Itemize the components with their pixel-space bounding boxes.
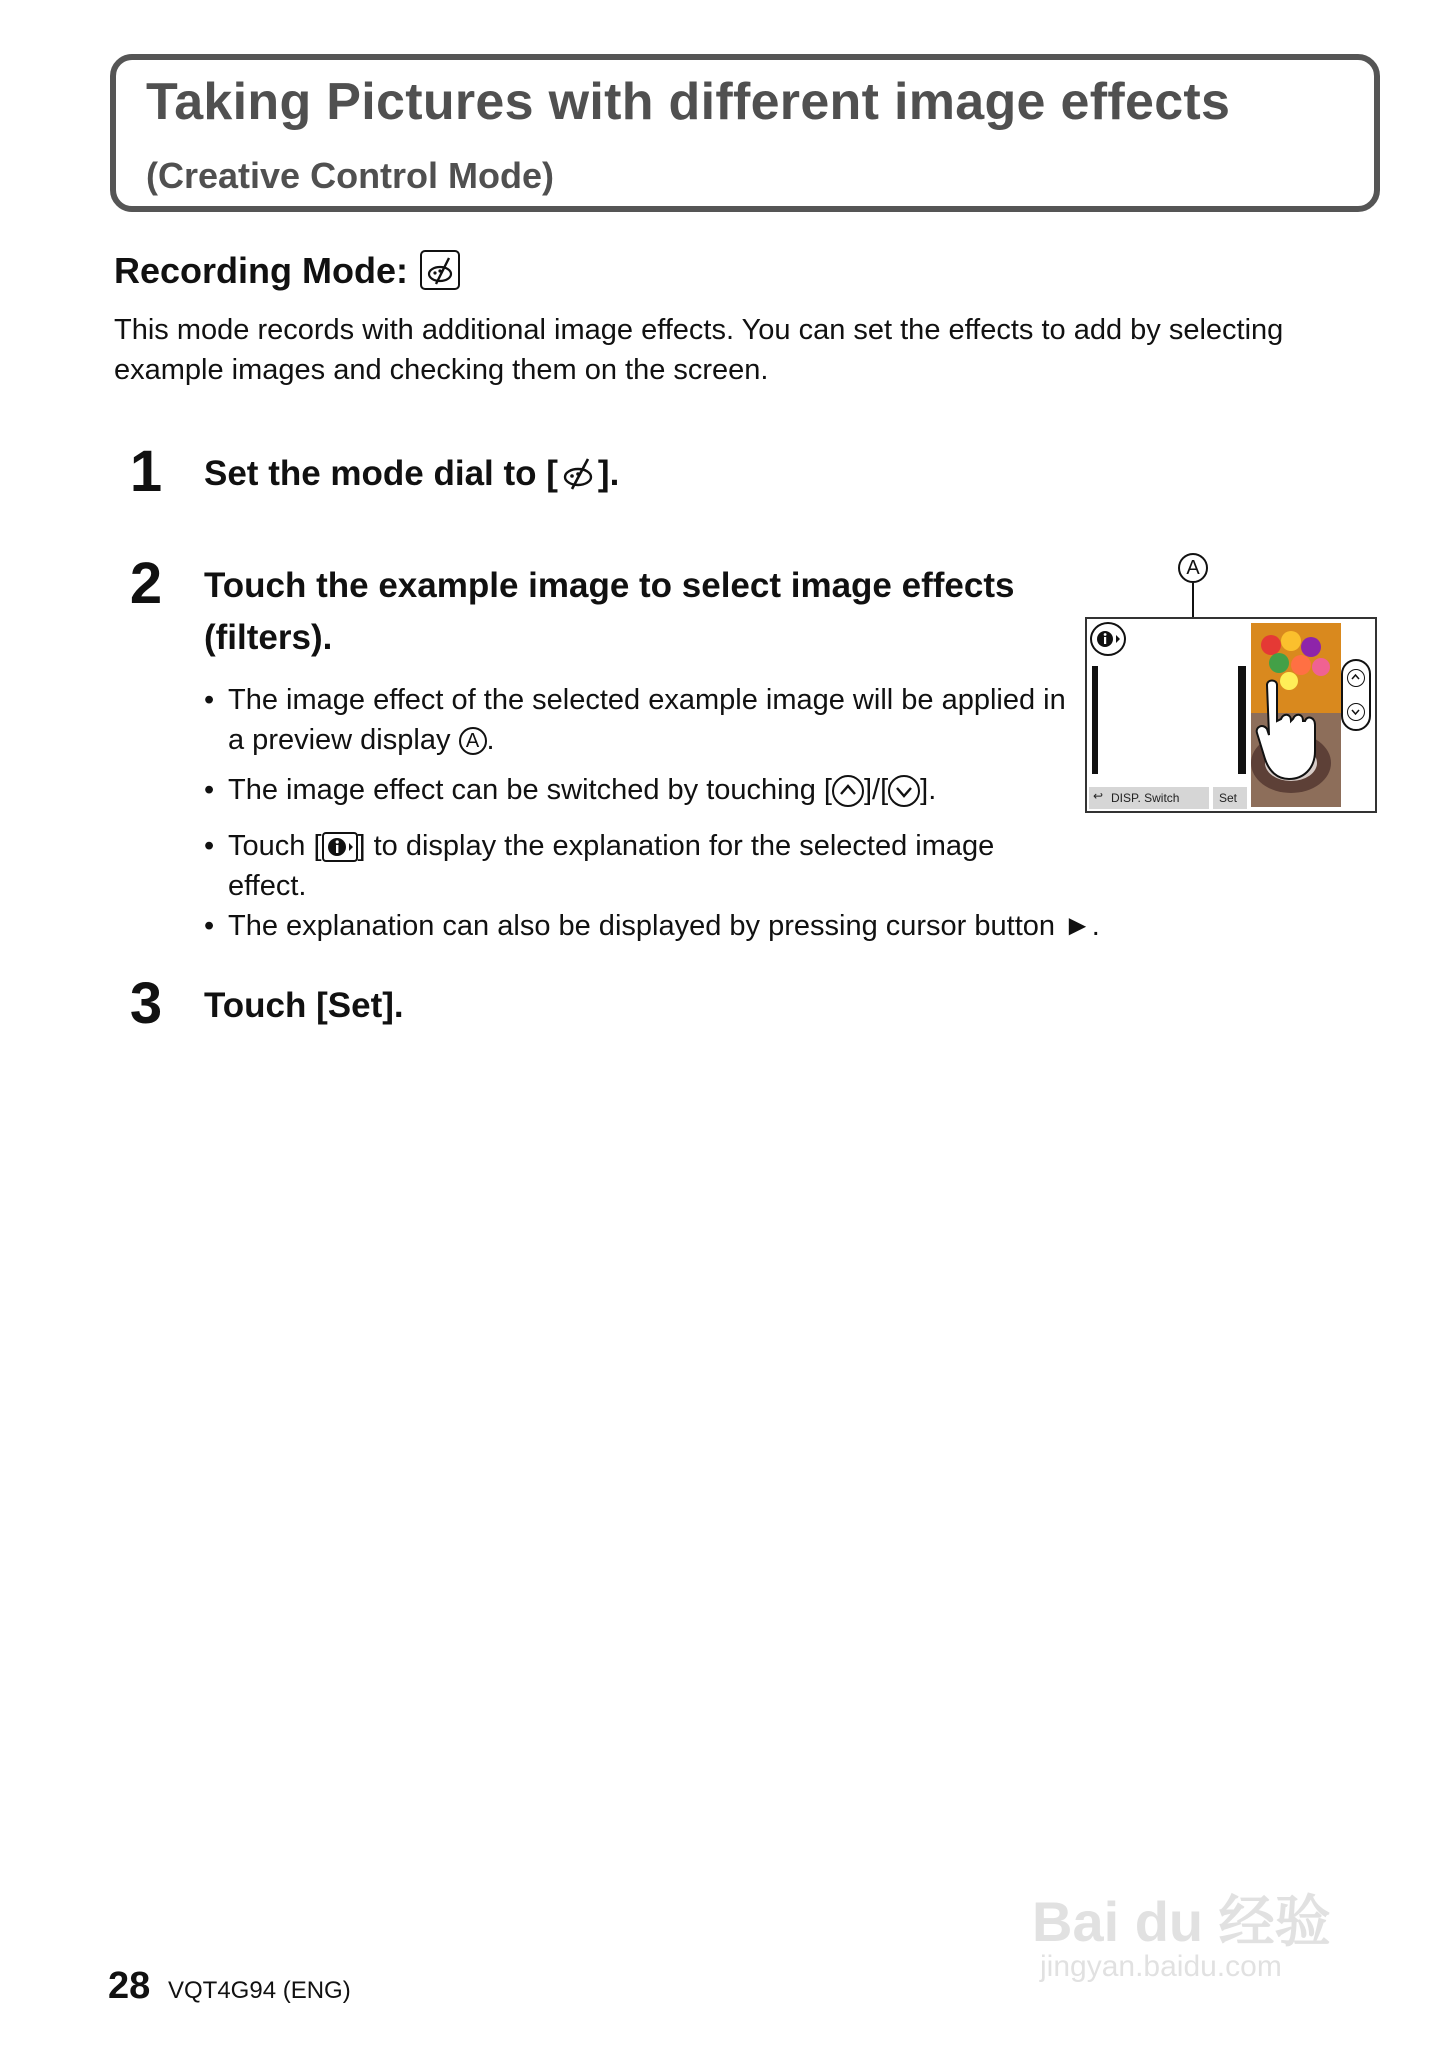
page-subtitle: (Creative Control Mode) [146, 155, 555, 196]
info-icon [322, 832, 358, 862]
creative-control-icon [420, 250, 460, 290]
camera-screen-illustration [1085, 617, 1377, 813]
bullet-preview-display: • The image effect of the selected example image will be applied in a preview display A . [204, 684, 1066, 756]
recording-mode-label: Recording Mode: [114, 250, 408, 291]
bullet-2-mid: ]/[ [864, 774, 889, 806]
step-3-number: 3 [129, 971, 163, 1036]
set-button[interactable]: Set [1213, 787, 1247, 809]
bullet-3-end: ] to display the explanation for the selected image effect. [228, 830, 995, 902]
bullet-2-text: The image effect can be switched by touching [ [228, 774, 832, 806]
watermark-url: jingyan.baidu.com [1040, 1950, 1282, 1983]
scroll-down-button[interactable] [1347, 703, 1365, 721]
bullet-4-text: The explanation can also be displayed by pressing cursor button ►. [228, 910, 1100, 942]
creative-control-icon [558, 454, 598, 490]
step-2-text: Touch the example image to select image effects (filters). [204, 566, 1015, 657]
back-icon[interactable]: ↩ [1093, 789, 1104, 803]
bullet-1-text: The image effect of the selected example image will be applied in a preview display [228, 684, 1066, 756]
watermark-logo: Bai du 经验 [1032, 1890, 1331, 1953]
bullet-cursor-button: • The explanation can also be displayed by pressing cursor button ►. [204, 910, 1100, 942]
scroll-up-button[interactable] [1347, 669, 1365, 687]
bullet-2-end: ]. [920, 774, 937, 806]
step-2-number: 2 [129, 551, 163, 616]
bullet-touch-info: • Touch [ ] to display the explanation for the selected image effect. [204, 830, 995, 902]
step-1-number: 1 [129, 439, 163, 504]
bullet-3-text: Touch [ [228, 830, 322, 862]
example-image[interactable] [1251, 623, 1341, 807]
document-code: VQT4G94 (ENG) [168, 1977, 351, 2004]
disp-switch-label[interactable]: DISP. Switch [1111, 791, 1180, 805]
scroll-buttons [1341, 659, 1371, 731]
bullet-switch-effect: • The image effect can be switched by touching [ ]/[ ]. [204, 774, 937, 806]
step-1-text-after: ]. [597, 454, 620, 493]
step-1-text [204, 448, 619, 500]
callout-a-marker: A [459, 727, 487, 755]
intro-paragraph: This mode records with additional image effects. You can set the effects to add by selecting example images and checking them on the screen. [114, 314, 1284, 386]
up-arrow-icon [832, 775, 864, 807]
step-3-text: Touch [Set]. [204, 986, 404, 1025]
page-number: 28 [108, 1965, 151, 2007]
callout-a-label: A [1178, 553, 1208, 583]
bullet-1-end: . [486, 724, 495, 756]
down-arrow-icon [888, 775, 920, 807]
info-icon [1090, 622, 1126, 656]
preview-display [1092, 666, 1246, 774]
touch-hand-icon [1251, 623, 1341, 807]
bottom-bar [1089, 787, 1209, 809]
page-title: Taking Pictures with different image effects [146, 73, 1231, 131]
step-1-text-before: Set the mode dial to [ [204, 454, 558, 493]
